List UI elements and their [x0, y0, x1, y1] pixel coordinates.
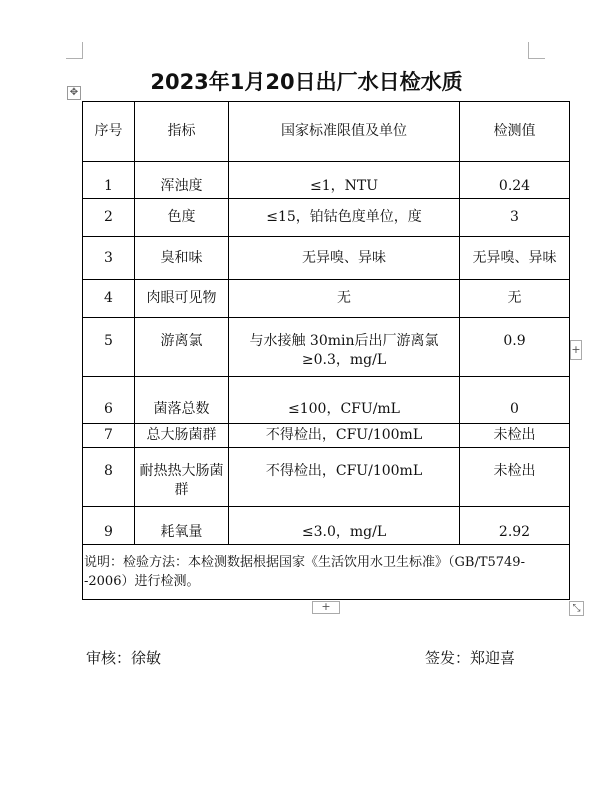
row-no: 6 [83, 377, 135, 424]
row-item: 浑浊度 [135, 162, 229, 199]
table-header-row [83, 102, 570, 162]
table-resize-handle-icon[interactable]: ⤡ [569, 601, 584, 616]
row-no: 3 [83, 237, 135, 280]
row-limit: ≤1，NTU [229, 162, 460, 199]
row-limit: ≤3.0，mg/L [229, 507, 460, 545]
table-row [83, 448, 570, 507]
document-title: 2023年1月20日出厂水日检水质 [150, 70, 463, 94]
row-no: 1 [83, 162, 135, 199]
page-corner-mark-top-right [528, 42, 545, 59]
table-note: 说明：检验方法：本检测数据根据国家《生活饮用水卫生标准》（GB/T5749--2006）进行检测。 [83, 545, 570, 600]
table-row [83, 280, 570, 318]
row-limit: 不得检出，CFU/100mL [229, 424, 460, 448]
row-limit: 与水接触 30min后出厂游离氯≥0.3，mg/L [229, 318, 460, 377]
row-item: 游离氯 [135, 318, 229, 377]
issuer-signature: 签发：郑迎喜 [425, 649, 516, 667]
row-limit: ≤15，铂钴色度单位，度 [229, 199, 460, 237]
table-move-handle-icon[interactable]: ✥ [67, 86, 81, 100]
row-no: 8 [83, 448, 135, 507]
row-item: 肉眼可见物 [135, 280, 229, 318]
row-no: 9 [83, 507, 135, 545]
header-limit: 国家标准限值及单位 [229, 102, 460, 162]
header-no: 序号 [83, 102, 135, 162]
row-item: 臭和味 [135, 237, 229, 280]
row-item: 耗氧量 [135, 507, 229, 545]
water-quality-table [82, 101, 570, 600]
row-value: 无异嗅、异味 [460, 237, 570, 280]
table-row [83, 199, 570, 237]
row-no: 4 [83, 280, 135, 318]
table-row [83, 377, 570, 424]
table-row [83, 162, 570, 199]
table-row [83, 424, 570, 448]
row-value: 3 [460, 199, 570, 237]
header-item: 指标 [135, 102, 229, 162]
page-corner-mark-top-left [66, 42, 83, 59]
row-limit: ≤100，CFU/mL [229, 377, 460, 424]
row-value: 无 [460, 280, 570, 318]
row-value: 未检出 [460, 424, 570, 448]
header-value: 检测值 [460, 102, 570, 162]
table-row [83, 237, 570, 280]
row-limit: 无异嗅、异味 [229, 237, 460, 280]
row-no: 2 [83, 199, 135, 237]
row-value: 0 [460, 377, 570, 424]
table-row [83, 318, 570, 377]
row-item: 菌落总数 [135, 377, 229, 424]
row-item: 耐热热大肠菌群 [135, 448, 229, 507]
row-value: 2.92 [460, 507, 570, 545]
row-limit: 无 [229, 280, 460, 318]
row-no: 5 [83, 318, 135, 377]
row-value: 未检出 [460, 448, 570, 507]
row-item: 色度 [135, 199, 229, 237]
table-row [83, 507, 570, 545]
row-value: 0.24 [460, 162, 570, 199]
table-note-row [83, 545, 570, 600]
add-column-plus-icon[interactable]: + [570, 340, 582, 360]
reviewer-signature: 审核：徐敏 [86, 649, 162, 667]
row-value: 0.9 [460, 318, 570, 377]
row-no: 7 [83, 424, 135, 448]
row-item: 总大肠菌群 [135, 424, 229, 448]
add-row-plus-icon[interactable]: + [312, 601, 340, 614]
row-limit: 不得检出，CFU/100mL [229, 448, 460, 507]
